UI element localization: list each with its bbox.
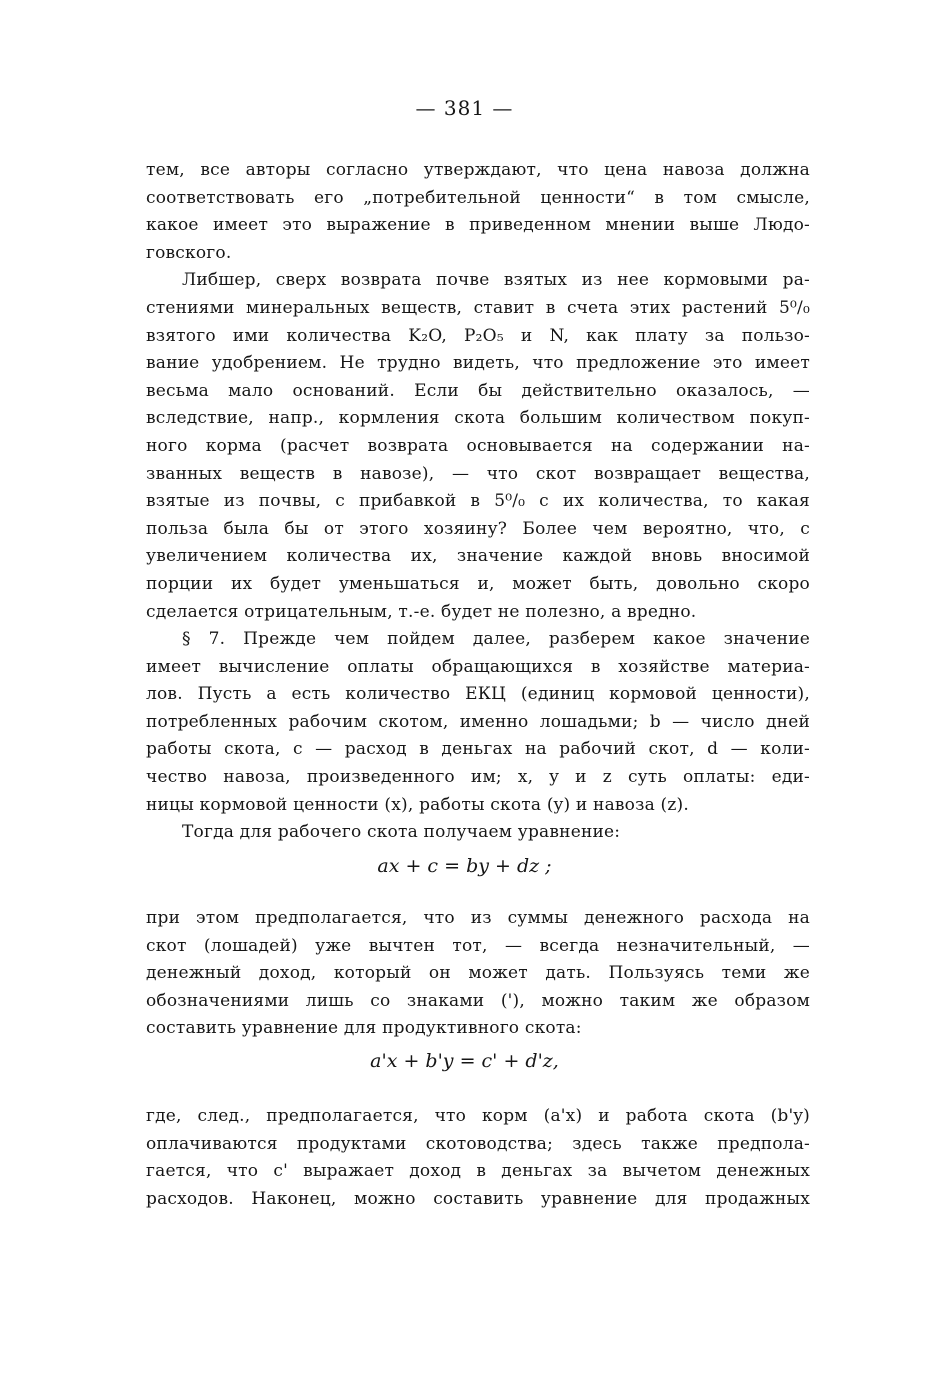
text-block-main: [146, 157, 810, 847]
text-line: увеличением количества их, значение каждой вновь вносимой: [146, 546, 810, 567]
text-line: какое имеет это выражение в приведенном мнении выше Людо-: [146, 215, 810, 236]
text-line: потребленных рабочим скотом, именно лошадьми; b — число дней: [146, 711, 810, 732]
text-line: порции их будет уменьшаться и, может быть, довольно скоро: [146, 573, 810, 594]
text-line: вследствие, напр., кормления скота большим количеством покуп-: [146, 408, 810, 429]
text-line: взятые из почвы, с прибавкой в 5⁰/₀ с их количества, то какая: [146, 491, 810, 512]
text-line: сделается отрицательным, т.-е. будет не полезно, а вредно.: [146, 601, 697, 622]
text-line: денежный доход, который он может дать. Пользуясь теми же: [146, 963, 810, 984]
text-line: оплачиваются продуктами скотоводства; здесь также предпола-: [146, 1133, 810, 1154]
text-line: весьма мало оснований. Если бы действительно оказалось, —: [146, 380, 810, 401]
text-line: Либшер, сверх возврата почве взятых из нее кормовыми ра-: [182, 270, 810, 291]
text-line: § 7. Прежде чем пойдем далее, разберем какое значение: [182, 629, 810, 650]
text-line: говского.: [146, 242, 232, 263]
text-line: ного корма (расчет возврата основывается на содержании на-: [146, 435, 810, 456]
text-line: Тогда для рабочего скота получаем уравнение:: [182, 822, 621, 843]
text-block-middle: [146, 905, 810, 1043]
text-line: стениями минеральных веществ, ставит в счета этих растений 5⁰/₀: [146, 297, 810, 318]
text-line: тем, все авторы согласно утверждают, что цена навоза должна: [146, 160, 810, 180]
text-line: званных веществ в навозе), — что скот возвращает вещества,: [146, 463, 810, 484]
equation-work-livestock: ax + c = by + dz ;: [377, 855, 552, 877]
page-number: — 381 —: [415, 96, 514, 120]
text-line: имеет вычисление оплаты обращающихся в хозяйстве материа-: [146, 656, 810, 677]
text-line: польза была бы от этого хозяину? Более чем вероятно, что, с: [146, 518, 810, 539]
text-line: где, след., предполагается, что корм (a'x) и работа скота (b'y): [146, 1106, 810, 1126]
text-line: ницы кормовой ценности (x), работы скота (y) и навоза (z).: [146, 794, 689, 815]
text-line: при этом предполагается, что из суммы денежного расхода на: [146, 908, 810, 928]
text-block-bottom: [146, 1103, 810, 1213]
text-line: лов. Пусть a есть количество ЕКЦ (единиц кормовой ценности),: [146, 684, 810, 705]
text-line: чество навоза, произведенного им; x, y и z суть оплаты: еди-: [146, 767, 810, 788]
text-line: работы скота, c — расход в деньгах на рабочий скот, d — коли-: [146, 739, 810, 760]
text-line: вание удобрением. Не трудно видеть, что предложение это имеет: [146, 353, 810, 374]
text-line: взятого ими количества K₂O, P₂O₅ и N, как плату за пользо-: [146, 325, 810, 346]
text-line: скот (лошадей) уже вычтен тот, — всегда незначительный, —: [146, 935, 810, 956]
text-line: составить уравнение для продуктивного скота:: [146, 1018, 582, 1039]
equation-productive-livestock: a'x + b'y = c' + d'z,: [370, 1050, 559, 1072]
text-line: обозначениями лишь со знаками ('), можно таким же образом: [146, 990, 810, 1011]
text-line: расходов. Наконец, можно составить уравнение для продажных: [146, 1188, 810, 1209]
text-line: гается, что c' выражает доход в деньгах за вычетом денежных: [146, 1161, 810, 1182]
text-line: соответствовать его „потребительной ценности“ в том смысле,: [146, 187, 810, 208]
